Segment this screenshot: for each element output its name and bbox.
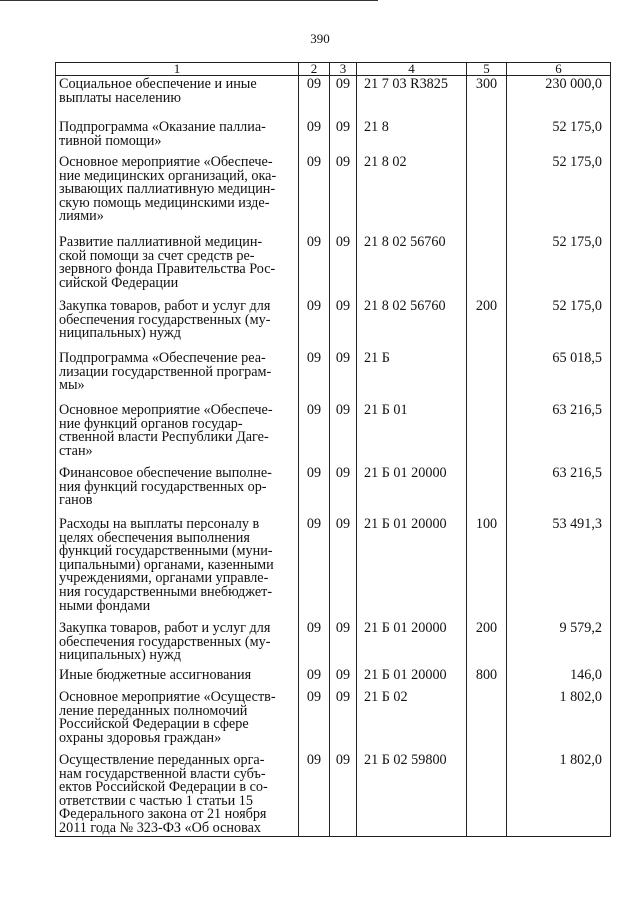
table-row — [56, 154, 611, 234]
table-row — [56, 620, 611, 667]
row-subsection: 09 — [330, 667, 357, 689]
row-name: Финансовое обеспечение выполне- ния функций государственных ор- ганов — [56, 465, 299, 516]
row-subsection: 09 — [330, 119, 357, 154]
row-expense-type: 200 — [467, 620, 507, 667]
row-section: 09 — [299, 154, 330, 234]
row-section: 09 — [299, 402, 330, 465]
row-expense-type — [467, 402, 507, 465]
row-amount: 146,0 — [507, 667, 611, 689]
column-header: 6 — [507, 63, 611, 76]
table-row — [56, 119, 611, 154]
row-section: 09 — [299, 298, 330, 350]
row-target-code: 21 Б 01 20000 — [357, 620, 467, 667]
row-name: Основное мероприятие «Обеспече- ние функций органов государ- ственной власти Республики Даге- стан» — [56, 402, 299, 465]
row-subsection: 09 — [330, 402, 357, 465]
row-name: Развитие паллиативной медицин- ской помощи за счет средств ре- зервного фонда Правительства Рос- сийской Федерации — [56, 234, 299, 298]
row-amount: 9 579,2 — [507, 620, 611, 667]
row-expense-type: 300 — [467, 76, 507, 120]
row-subsection: 09 — [330, 350, 357, 402]
row-name: Закупка товаров, работ и услуг для обеспечения государственных (му- ниципальных) нужд — [56, 620, 299, 667]
row-subsection: 09 — [330, 465, 357, 516]
row-expense-type — [467, 752, 507, 836]
row-name: Подпрограмма «Оказание паллиа- тивной помощи» — [56, 119, 299, 154]
row-section: 09 — [299, 516, 330, 620]
row-target-code: 21 Б — [357, 350, 467, 402]
table-row — [56, 350, 611, 402]
row-target-code: 21 8 — [357, 119, 467, 154]
row-subsection: 09 — [330, 620, 357, 667]
row-amount: 1 802,0 — [507, 689, 611, 752]
table-body — [56, 76, 611, 837]
row-section: 09 — [299, 76, 330, 120]
row-name: Закупка товаров, работ и услуг для обеспечения государственных (му- ниципальных) нужд — [56, 298, 299, 350]
row-subsection: 09 — [330, 752, 357, 836]
row-expense-type — [467, 119, 507, 154]
row-expense-type: 200 — [467, 298, 507, 350]
row-target-code: 21 Б 01 20000 — [357, 667, 467, 689]
row-expense-type — [467, 154, 507, 234]
row-name: Социальное обеспечение и иные выплаты населению — [56, 76, 299, 120]
column-header: 5 — [467, 63, 507, 76]
row-subsection: 09 — [330, 298, 357, 350]
row-section: 09 — [299, 465, 330, 516]
row-subsection: 09 — [330, 76, 357, 120]
column-header: 1 — [56, 63, 299, 76]
row-section: 09 — [299, 350, 330, 402]
row-amount: 52 175,0 — [507, 234, 611, 298]
row-subsection: 09 — [330, 516, 357, 620]
top-rule — [0, 0, 378, 1]
row-name: Основное мероприятие «Обеспече- ние медицинских организаций, ока- зывающих паллиативную медицин- скую помощь медицинскими изде- лиями» — [56, 154, 299, 234]
row-target-code: 21 Б 02 — [357, 689, 467, 752]
table-row — [56, 234, 611, 298]
header-row — [56, 63, 611, 76]
row-target-code: 21 Б 01 — [357, 402, 467, 465]
row-name: Расходы на выплаты персоналу в целях обеспечения выполнения функций государственными (муни- ципальными) органами, казенными учреждениями, органами управле- ния государственными внебюджет- ными фондами — [56, 516, 299, 620]
row-expense-type — [467, 465, 507, 516]
row-expense-type — [467, 689, 507, 752]
row-expense-type — [467, 350, 507, 402]
row-subsection: 09 — [330, 234, 357, 298]
row-subsection: 09 — [330, 154, 357, 234]
column-header: 3 — [330, 63, 357, 76]
row-expense-type: 100 — [467, 516, 507, 620]
row-expense-type — [467, 234, 507, 298]
budget-table — [55, 62, 611, 837]
row-target-code: 21 Б 01 20000 — [357, 465, 467, 516]
table-row — [56, 689, 611, 752]
row-target-code: 21 8 02 56760 — [357, 298, 467, 350]
row-amount: 52 175,0 — [507, 154, 611, 234]
row-target-code: 21 8 02 56760 — [357, 234, 467, 298]
row-name: Осуществление переданных орга- нам государственной власти субъ- ектов Российской Федерации в со- ответствии с частью 1 статьи 15 Федерального закона от 21 ноября 2011 года № 323-ФЗ «Об основах — [56, 752, 299, 836]
column-header: 4 — [357, 63, 467, 76]
table-row — [56, 298, 611, 350]
row-section: 09 — [299, 667, 330, 689]
table-row — [56, 516, 611, 620]
row-amount: 53 491,3 — [507, 516, 611, 620]
row-section: 09 — [299, 689, 330, 752]
row-section: 09 — [299, 752, 330, 836]
row-expense-type: 800 — [467, 667, 507, 689]
row-amount: 52 175,0 — [507, 298, 611, 350]
row-section: 09 — [299, 119, 330, 154]
row-target-code: 21 7 03 R3825 — [357, 76, 467, 120]
row-target-code: 21 8 02 — [357, 154, 467, 234]
row-amount: 230 000,0 — [507, 76, 611, 120]
table-row — [56, 667, 611, 689]
row-amount: 52 175,0 — [507, 119, 611, 154]
row-target-code: 21 Б 01 20000 — [357, 516, 467, 620]
column-header: 2 — [299, 63, 330, 76]
row-amount: 1 802,0 — [507, 752, 611, 836]
row-section: 09 — [299, 620, 330, 667]
row-amount: 63 216,5 — [507, 402, 611, 465]
table-row — [56, 465, 611, 516]
table-row — [56, 76, 611, 120]
page-number: 390 — [310, 31, 330, 46]
row-name: Подпрограмма «Обеспечение реа- лизации государственной програм- мы» — [56, 350, 299, 402]
table-row — [56, 752, 611, 836]
row-section: 09 — [299, 234, 330, 298]
row-name: Иные бюджетные ассигнования — [56, 667, 299, 689]
row-subsection: 09 — [330, 689, 357, 752]
row-amount: 65 018,5 — [507, 350, 611, 402]
table-row — [56, 402, 611, 465]
row-amount: 63 216,5 — [507, 465, 611, 516]
row-target-code: 21 Б 02 59800 — [357, 752, 467, 836]
row-name: Основное мероприятие «Осуществ- ление переданных полномочий Российской Федерации в сфере охраны здоровья граждан» — [56, 689, 299, 752]
